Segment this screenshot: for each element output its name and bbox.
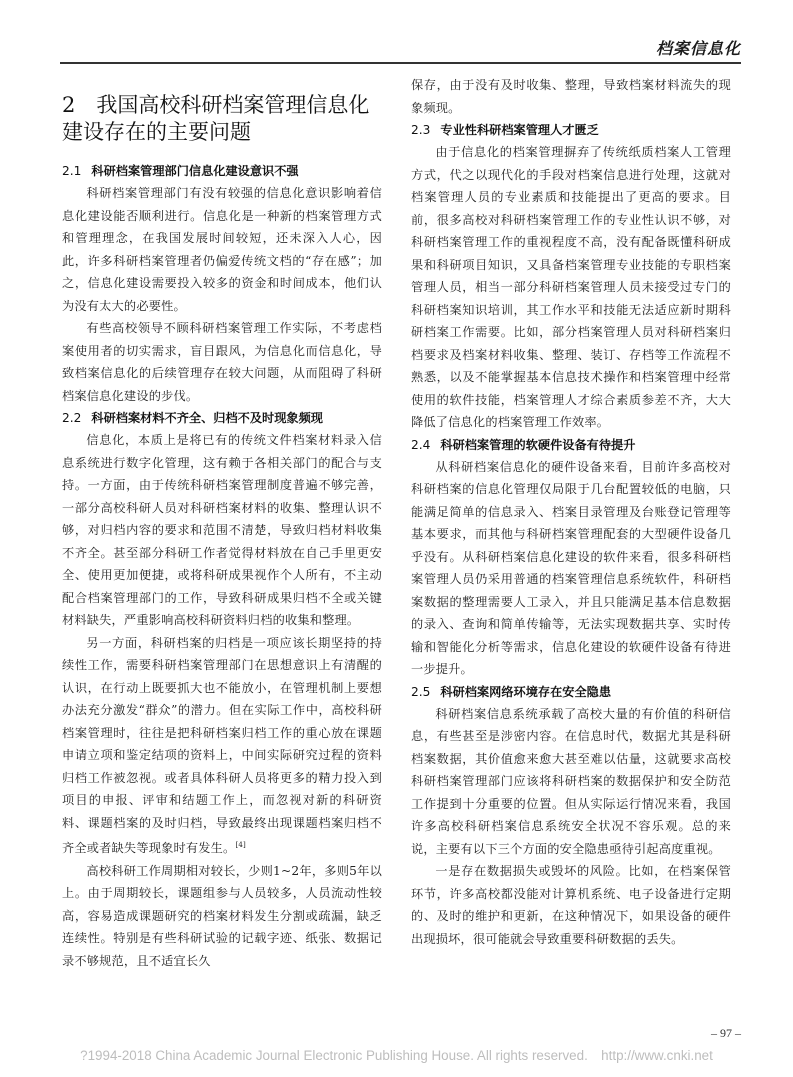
paragraph [411, 703, 731, 861]
header-rule [60, 62, 741, 64]
paragraph-text: 有些高校领导不顾科研档案管理工作实际，不考虑档案使用者的切实需求，盲目跟风，为信息化而信息化，导致档案信息化的后续管理存在较大问题，从而阻碍了科研档案信息化建设的步伐。 [62, 321, 382, 403]
subsection-title: 科研档案管理的软硬件设备有待提升 [440, 437, 636, 452]
copyright-footer: ?1994-2018 China Academic Journal Electronic Publishing House. All rights reserved. http://www.cnki.net [80, 1048, 713, 1063]
subsection-heading [411, 119, 731, 141]
page-number: – 97 – [711, 1026, 741, 1040]
paragraph-text: 科研档案信息系统承载了高校大量的有价值的科研信息，有些甚至是涉密内容。在信息时代，数据尤其是科研档案数据，其价值愈来愈大甚至难以估量，这就要求高校科研档案管理部门应该将科研档案的数据保护和安全防范工作提到十分重要的位置。但从实际运行情况来看，我国许多高校科研档案信息系统安全状况不容乐观。总的来说，主要有以下三个方面的安全隐患亟待引起高度重视。 [411, 706, 731, 856]
paragraph-text: 由于信息化的档案管理摒弃了传统纸质档案人工管理方式，代之以现代化的手段对档案信息进行处理，这就对档案管理人员的专业素质和技能提出了更高的要求。目前，很多高校对科研档案管理工作的专业性认识不够，对科研档案管理工作的重视程度不高，没有配备既懂科研成果和科研项目知识，又具备档案管理专业技能的专职档案管理人员，相当一部分科研档案管理人员未接受过专门的科研档案知识培训，其工作水平和技能无法适应新时期科研档案工作需要。比如，部分档案管理人员对科研档案归档要求及档案材料收集、整理、装订、存档等工作流程不熟悉，以及不能掌握基本信息技术操作和档案管理中经常使用的软件技能，档案管理人才综合素质参差不齐，大大降低了信息化的档案管理工作效率。 [411, 145, 731, 429]
paragraph [62, 429, 382, 632]
paragraph-text: 另一方面，科研档案的归档是一项应该长期坚持的持续性工作，需要科研档案管理部门在思想意识上有清醒的认识，在行动上既要抓大也不能放小，在管理机制上要想办法充分激发“群众”的潜力。但在实际工作中，高校科研档案管理时，往往是把科研档案归档工作的重心放在课题申请立项和鉴定结项的资料上，中间实际研究过程的资料归档工作被忽视。或者具体科研人员将更多的精力投入到项目的申报、评审和结题工作上，而忽视对新的科研资料、课题档案的及时归档，导致最终出现课题档案归档不齐全或者缺失等现象时有发生。 [62, 635, 382, 856]
citation-ref: [4] [235, 841, 246, 849]
paragraph [62, 860, 382, 973]
left-column [62, 74, 382, 972]
subsection-title: 专业性科研档案管理人才匮乏 [440, 123, 599, 137]
paragraph-text: 一是存在数据损失或毁坏的风险。比如，在档案保管环节，许多高校都没能对计算机系统、电子设备进行定期的、及时的维护和更新，在这种情况下，如果设备的硬件出现损坏，很可能就会导致重要科研数据的丢失。 [411, 864, 731, 946]
right-column [411, 74, 731, 950]
left-flow [62, 160, 382, 972]
subsection-number: 2.3 [411, 123, 431, 137]
journal-header: 档案信息化 [655, 39, 741, 58]
paragraph [411, 74, 731, 119]
paragraph-text: 保存，由于没有及时收集、整理，导致档案材料流失的现象频现。 [411, 78, 731, 115]
paragraph [411, 860, 731, 950]
paragraph [62, 317, 382, 407]
subsection-heading [411, 681, 731, 703]
subsection-heading [411, 434, 731, 456]
subsection-heading [62, 407, 382, 429]
subsection-title: 科研档案管理部门信息化建设意识不强 [91, 164, 299, 178]
paragraph [62, 632, 382, 860]
subsection-number: 2.5 [411, 684, 431, 699]
right-flow [411, 74, 731, 950]
subsection-number: 2.2 [62, 411, 82, 425]
section-title: 2 我国高校科研档案管理信息化建设存在的主要问题 [62, 93, 370, 144]
subsection-title: 科研档案网络环境存在安全隐患 [440, 684, 612, 699]
paragraph-text: 信息化，本质上是将已有的传统文件档案材料录入信息系统进行数字化管理，这有赖于各相关部门的配合与支持。一方面，由于传统科研档案管理制度普遍不够完善，一部分高校科研人员对科研档案材料的收集、整理认识不够，对归档内容的要求和范围不清楚，导致归档材料收集不齐全。甚至部分科研工作者觉得材料放在自己手里更安全、使用更加便捷，或将科研成果视作个人所有，不主动配合档案管理部门的工作，导致科研成果归档不全或关键材料缺失，严重影响高校科研资料归档的收集和整理。 [62, 433, 382, 627]
paragraph [411, 456, 731, 681]
subsection-title: 科研档案材料不齐全、归档不及时现象频现 [91, 411, 323, 425]
subsection-number: 2.1 [62, 164, 82, 178]
paragraph [411, 141, 731, 434]
paragraph-text: 科研档案管理部门有没有较强的信息化意识影响着信息化建设能否顺利进行。信息化是一种新的档案管理方式和管理理念，在我国发展时间较短，还未深入人心，因此，许多科研档案管理者仍偏爱传统文档的“存在感”；加之，信息化建设需要投入较多的资金和时间成本，他们认为没有太大的必要性。 [62, 186, 382, 313]
paragraph-text: 从科研档案信息化的硬件设备来看，目前许多高校对科研档案的信息化管理仅局限于几台配置较低的电脑，只能满足简单的信息录入、档案目录管理及台账登记管理等基本要求，而其他与科研档案管理配套的大型硬件设备几乎没有。从科研档案信息化建设的软件来看，很多科研档案管理人员仍采用普通的档案管理信息系统软件，科研档案数据的整理需要人工录入，并且只能满足基本信息数据的录入、查询和简单传输等，无法实现数据共享、实时传输和智能化分析等需求，信息化建设的软硬件设备有待进一步提升。 [411, 459, 731, 676]
subsection-heading [62, 160, 382, 182]
paragraph-text: 高校科研工作周期相对较长，少则1~2年，多则5年以上。由于周期较长，课题组参与人员较多，人员流动性较高，容易造成课题研究的档案材料发生分割或疏漏，缺乏连续性。特别是有些科研试验的记载字迹、纸张、数据记录不够规范，且不适宜长久 [62, 863, 382, 968]
paragraph [62, 182, 382, 317]
subsection-number: 2.4 [411, 437, 431, 452]
